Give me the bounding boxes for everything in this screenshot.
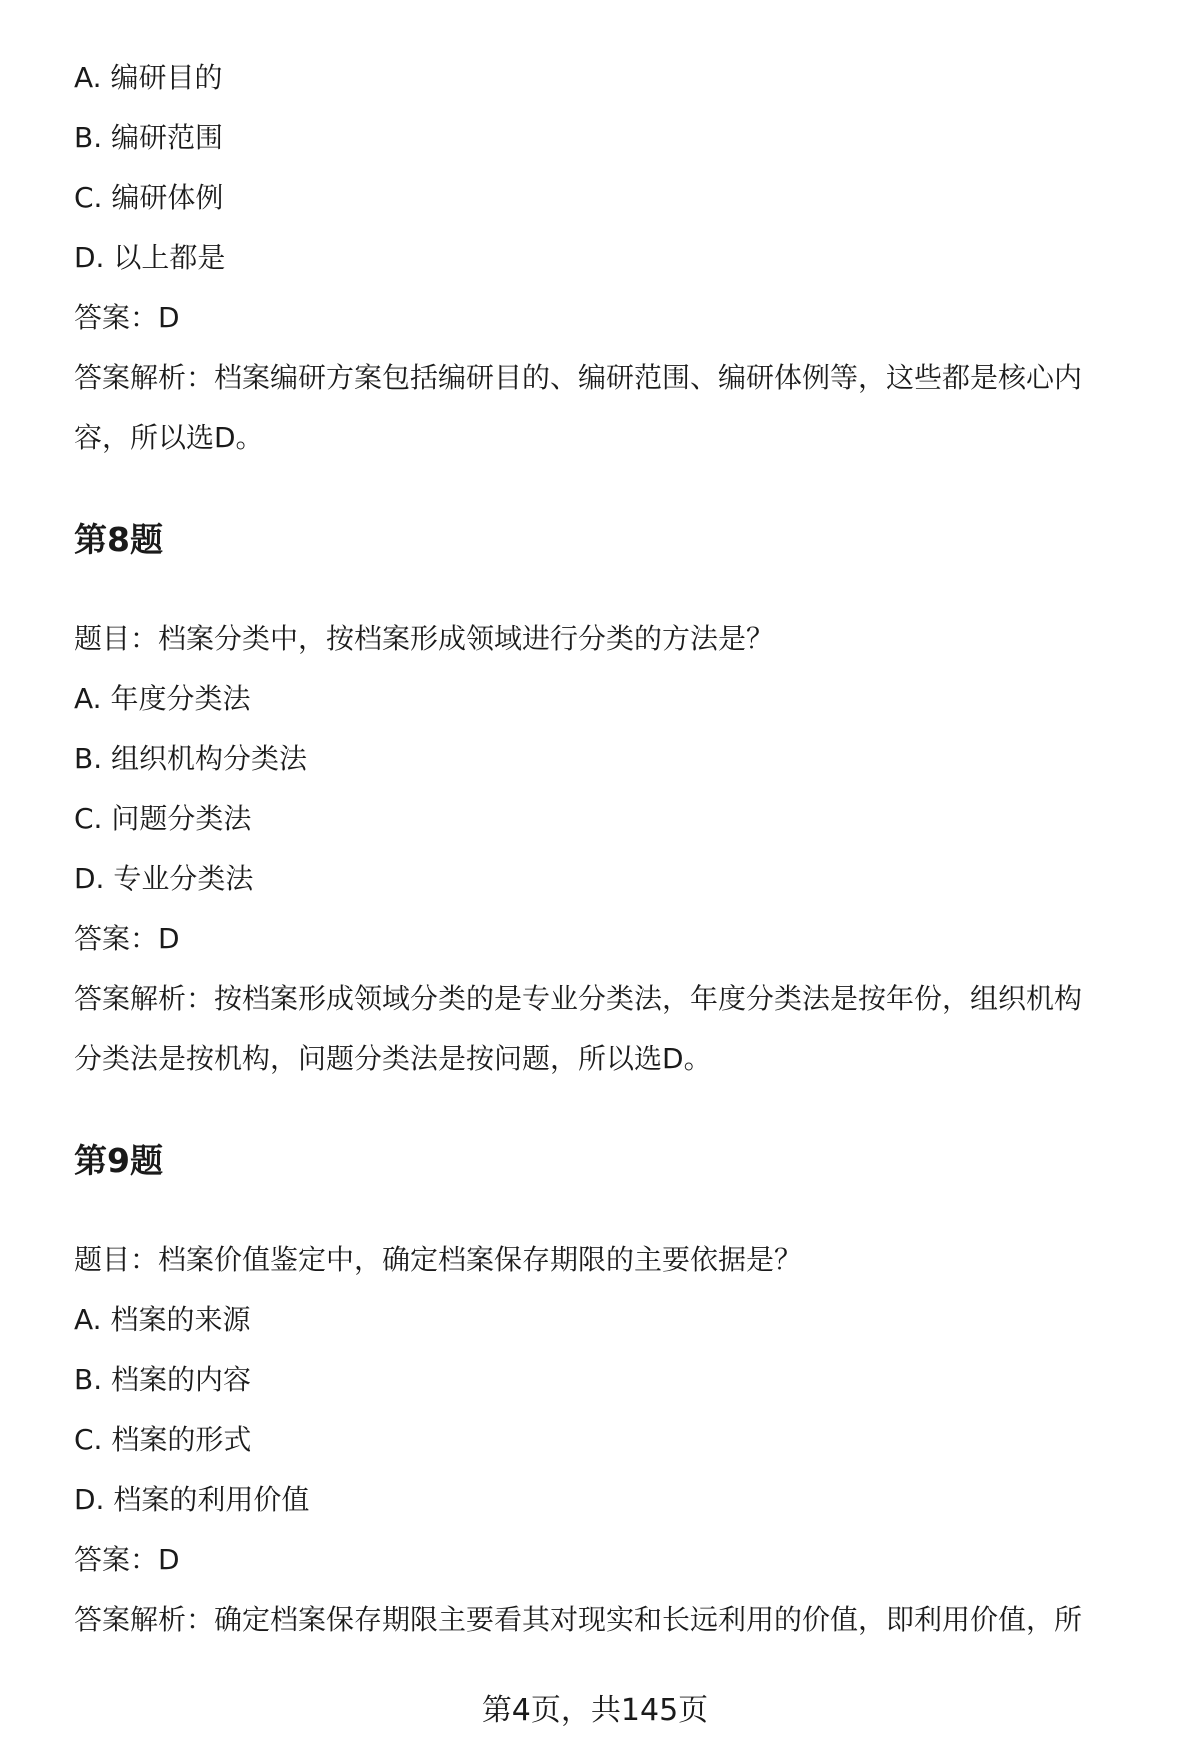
q7-answer: 答案：D xyxy=(74,301,180,334)
q7-option-c: C. 编研体例 xyxy=(74,181,224,214)
q8-option-b: B. 组织机构分类法 xyxy=(74,742,308,775)
q7-option-b: B. 编研范围 xyxy=(74,121,224,154)
q9-question: 题目：档案价值鉴定中，确定档案保存期限的主要依据是？ xyxy=(74,1243,803,1276)
q7-explanation-line2: 容，所以选D。 xyxy=(74,421,264,454)
q8-heading: 第8题 xyxy=(74,520,163,559)
q8-question: 题目：档案分类中，按档案形成领域进行分类的方法是？ xyxy=(74,622,775,655)
q7-option-d: D. 以上都是 xyxy=(74,241,226,274)
q9-explanation-line1: 答案解析：确定档案保存期限主要看其对现实和长远利用的价值，即利用价值，所 xyxy=(74,1603,1083,1636)
q9-option-d: D. 档案的利用价值 xyxy=(74,1483,310,1516)
q8-answer: 答案：D xyxy=(74,922,180,955)
q9-option-a: A. 档案的来源 xyxy=(74,1303,251,1336)
q8-explanation-line2: 分类法是按机构，问题分类法是按问题，所以选D。 xyxy=(74,1042,712,1075)
q9-option-b: B. 档案的内容 xyxy=(74,1363,252,1396)
q9-option-c: C. 档案的形式 xyxy=(74,1423,252,1456)
q7-explanation-line1: 答案解析：档案编研方案包括编研目的、编研范围、编研体例等，这些都是核心内 xyxy=(74,361,1083,394)
q8-option-a: A. 年度分类法 xyxy=(74,682,251,715)
q7-option-a: A. 编研目的 xyxy=(74,61,223,94)
q8-option-d: D. 专业分类法 xyxy=(74,862,254,895)
q9-answer: 答案：D xyxy=(74,1543,180,1576)
q8-explanation-line1: 答案解析：按档案形成领域分类的是专业分类法，年度分类法是按年份，组织机构 xyxy=(74,982,1083,1015)
q9-heading: 第9题 xyxy=(74,1141,163,1180)
q8-option-c: C. 问题分类法 xyxy=(74,802,252,835)
page-indicator: 第4页，共145页 xyxy=(481,1693,709,1728)
